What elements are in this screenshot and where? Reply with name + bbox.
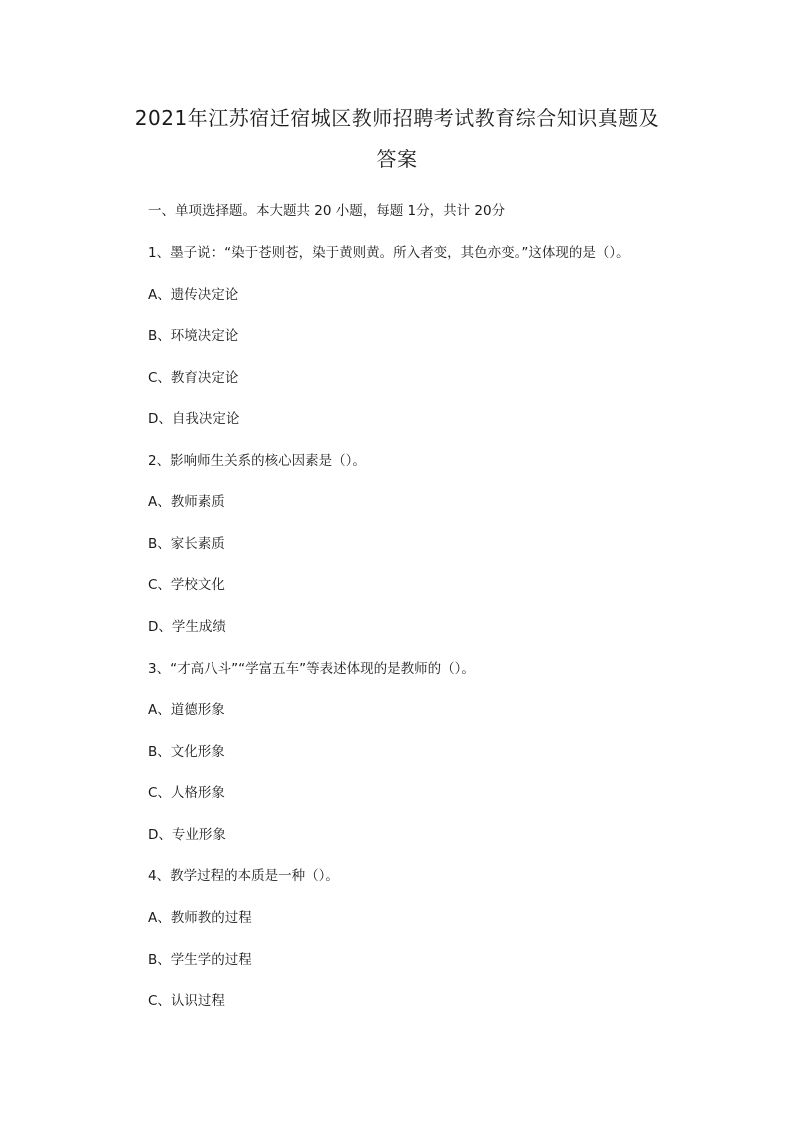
question-4-option-a: A、教师教的过程 xyxy=(148,910,252,926)
question-4: 4、教学过程的本质是一种（）。 xyxy=(148,868,339,884)
question-1-option-a: A、遗传决定论 xyxy=(148,287,239,303)
question-3-option-b: B、文化形象 xyxy=(148,744,225,760)
question-3-option-d: D、专业形象 xyxy=(148,827,226,843)
question-2-option-b: B、家长素质 xyxy=(148,536,225,552)
question-2-option-c: C、学校文化 xyxy=(148,577,225,593)
question-4-option-b: B、学生学的过程 xyxy=(148,952,252,968)
question-2-option-a: A、教师素质 xyxy=(148,494,225,510)
question-1-option-d: D、自我决定论 xyxy=(148,411,240,427)
document-title-line-1: 2021年江苏宿迁宿城区教师招聘考试教育综合知识真题及 xyxy=(134,106,660,130)
question-2: 2、影响师生关系的核心因素是（）。 xyxy=(148,453,366,469)
question-3-option-c: C、人格形象 xyxy=(148,785,225,801)
question-1-option-b: B、环境决定论 xyxy=(148,328,239,344)
question-1: 1、墨子说：“染于苍则苍，染于黄则黄。所入者变，其色亦变。”这体现的是（）。 xyxy=(148,245,630,261)
section-heading: 一、单项选择题。本大题共 20 小题，每题 1分，共计 20分 xyxy=(148,203,506,219)
question-1-option-c: C、教育决定论 xyxy=(148,370,239,386)
question-2-option-d: D、学生成绩 xyxy=(148,619,226,635)
question-3: 3、“才高八斗”“学富五车”等表述体现的是教师的（）。 xyxy=(148,661,475,677)
document-title-line-2: 答案 xyxy=(376,147,418,171)
question-4-option-c: C、认识过程 xyxy=(148,993,225,1009)
question-3-option-a: A、道德形象 xyxy=(148,702,225,718)
